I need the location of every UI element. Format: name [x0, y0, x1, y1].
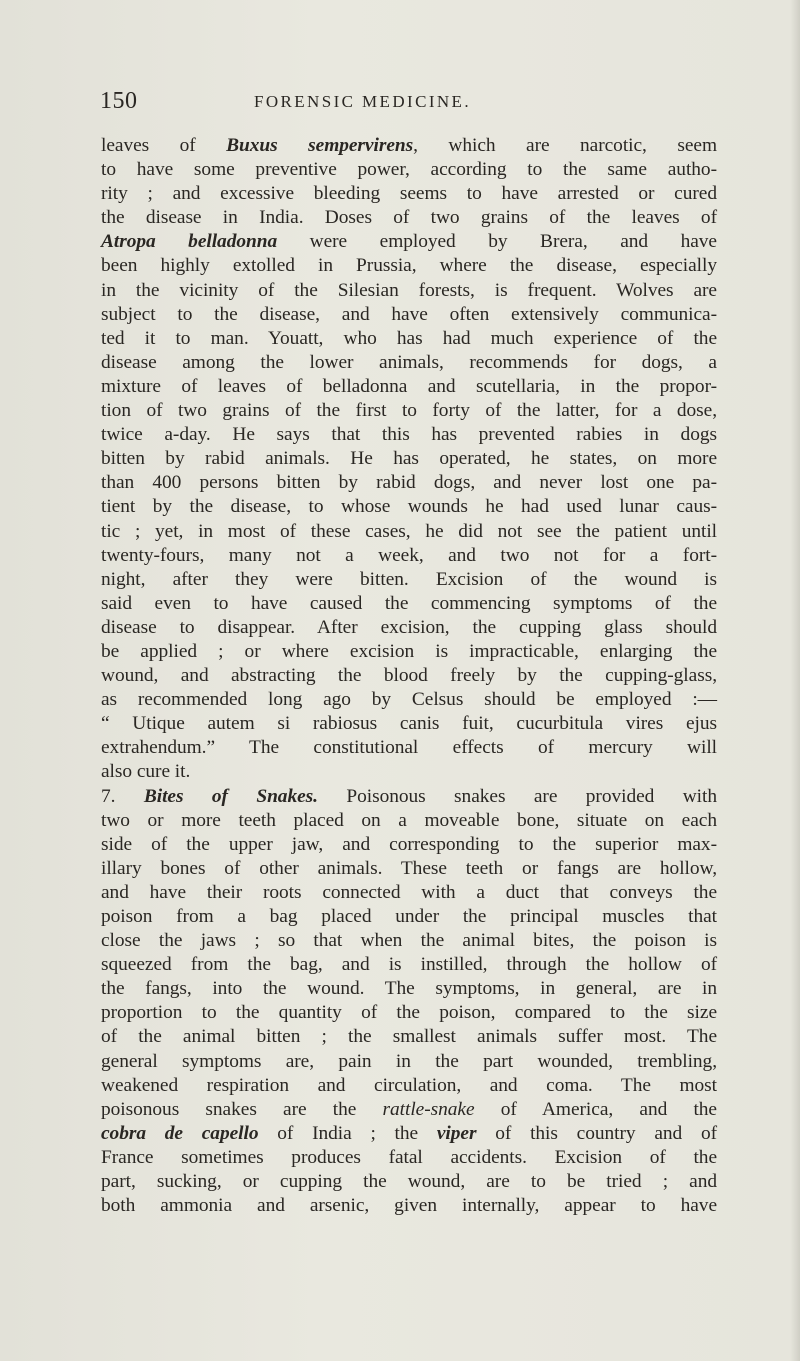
text-line: both ammonia and arsenic, given internally, appear to have	[101, 1195, 717, 1217]
text-line: twenty-fours, many not a week, and two not for a fort-	[101, 544, 717, 566]
text-line: than 400 persons bitten by rabid dogs, and never lost one pa-	[101, 472, 717, 494]
text-line: leaves of Buxus sempervirens, which are narcotic, seem	[101, 135, 717, 156]
text-line: wound, and abstracting the blood freely by the cupping-glass,	[101, 665, 717, 687]
text-line: side of the upper jaw, and corresponding to the superior max-	[101, 833, 717, 855]
text-line: extrahendum.” The constitutional effects of mercury will	[101, 737, 717, 759]
text-line: cobra de capello of India ; the viper of this country and of	[101, 1122, 717, 1144]
text-line: poison from a bag placed under the principal muscles that	[101, 906, 717, 927]
text-line: poisonous snakes are the rattle-snake of America, and the	[101, 1098, 717, 1120]
text-line: also cure it.	[101, 761, 191, 783]
text-line: been highly extolled in Prussia, where the disease, especially	[101, 255, 717, 277]
text-line: disease to disappear. After excision, the cupping glass should	[101, 616, 717, 638]
text-line: part, sucking, or cupping the wound, are to be tried ; and	[101, 1171, 717, 1193]
text-line: disease among the lower animals, recommends for dogs, a	[101, 351, 717, 373]
text-line: Atropa belladonna were employed by Brera, and have	[101, 231, 717, 253]
body-text	[101, 134, 717, 1218]
text-line: weakened respiration and circulation, and coma. The most	[101, 1074, 717, 1096]
text-line: France sometimes produces fatal accidents. Excision of the	[101, 1146, 717, 1168]
page-header	[100, 86, 720, 116]
text-line: be applied ; or where excision is impracticable, enlarging the	[101, 640, 717, 662]
text-line: tion of two grains of the first to forty of the latter, for a dose,	[101, 400, 717, 422]
text-line: and have their roots connected with a duct that conveys the	[101, 881, 717, 903]
text-line: close the jaws ; so that when the animal bites, the poison is	[101, 930, 717, 952]
text-line: “ Utique autem si rabiosus canis fuit, cucurbitula vires ejus	[101, 713, 717, 735]
text-line: in the vicinity of the Silesian forests, is frequent. Wolves are	[101, 279, 717, 301]
page-edge	[790, 0, 800, 1361]
text-line: tient by the disease, to whose wounds he had used lunar caus-	[101, 496, 717, 518]
text-line: bitten by rabid animals. He has operated, he states, on more	[101, 448, 717, 470]
text-line: illary bones of other animals. These teeth or fangs are hollow,	[101, 857, 717, 879]
text-line: 7. Bites of Snakes. Poisonous snakes are provided with	[101, 785, 717, 807]
text-line: said even to have caused the commencing symptoms of the	[101, 592, 717, 614]
text-line: twice a-day. He says that this has prevented rabies in dogs	[101, 424, 717, 446]
text-line: the fangs, into the wound. The symptoms, in general, are in	[101, 978, 717, 1000]
text-line: tic ; yet, in most of these cases, he did not see the patient until	[101, 520, 717, 542]
text-line: rity ; and excessive bleeding seems to have arrested or cured	[101, 183, 717, 205]
page-number: 150	[100, 88, 138, 114]
text-line: as recommended long ago by Celsus should be employed :—	[101, 689, 717, 711]
text-line: proportion to the quantity of the poison, compared to the size	[101, 1002, 717, 1024]
text-line: ted it to man. Youatt, who has had much experience of the	[101, 327, 717, 349]
text-line: general symptoms are, pain in the part wounded, trembling,	[101, 1050, 717, 1072]
running-head: FORENSIC MEDICINE.	[254, 92, 471, 111]
text-line: squeezed from the bag, and is instilled, through the hollow of	[101, 954, 717, 976]
text-line: night, after they were bitten. Excision of the wound is	[101, 568, 717, 590]
text-line: two or more teeth placed on a moveable bone, situate on each	[101, 809, 717, 831]
text-line: of the animal bitten ; the smallest animals suffer most. The	[101, 1026, 717, 1048]
text-line: to have some preventive power, according to the same autho-	[101, 159, 717, 181]
text-line: subject to the disease, and have often extensively communica-	[101, 303, 717, 325]
text-line: the disease in India. Doses of two grains of the leaves of	[101, 207, 717, 229]
text-line: mixture of leaves of belladonna and scutellaria, in the propor-	[101, 375, 717, 397]
